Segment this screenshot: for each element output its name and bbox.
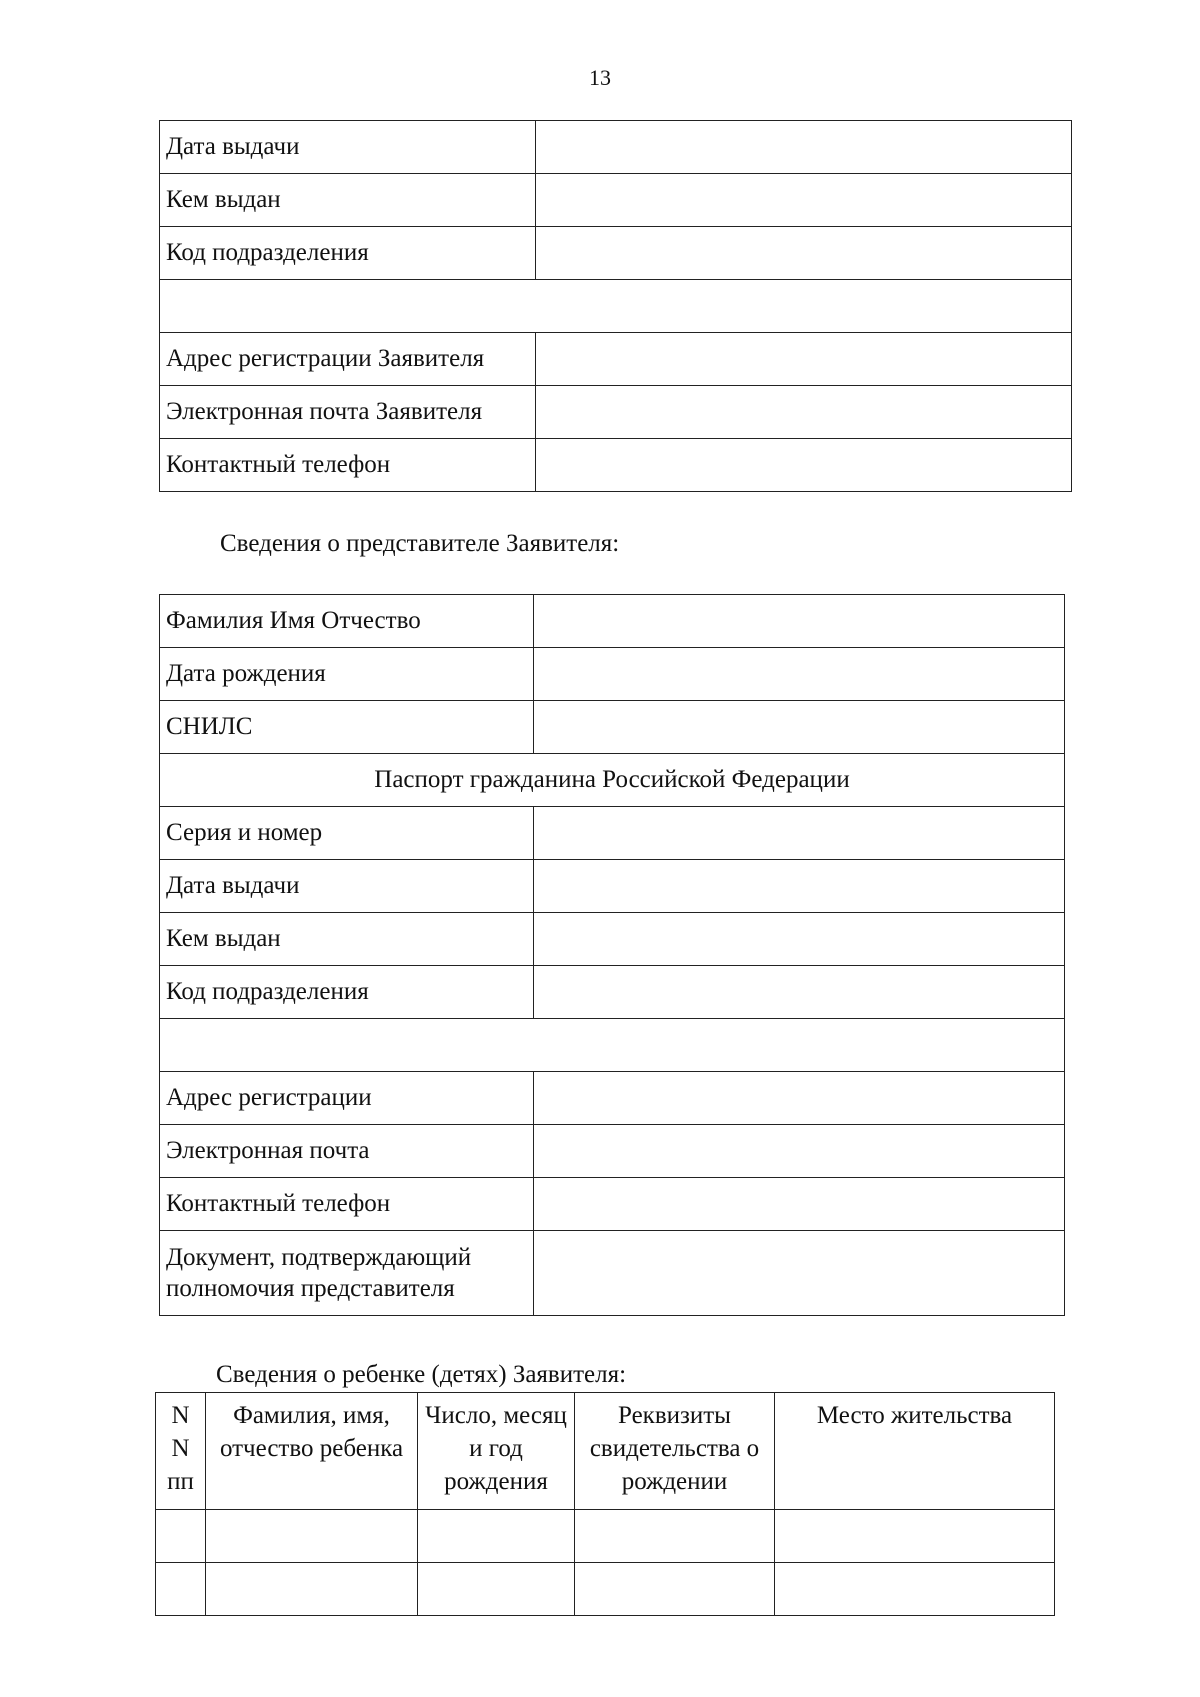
registration-address-field[interactable]: [534, 1072, 1065, 1125]
table-row: [160, 1231, 1065, 1316]
field-label: Серия и номер: [160, 807, 534, 860]
birth-certificate-cell[interactable]: [575, 1510, 775, 1563]
spacer-row: [160, 1019, 1065, 1072]
phone-field[interactable]: [534, 1178, 1065, 1231]
residence-cell[interactable]: [775, 1563, 1055, 1616]
birth-certificate-cell[interactable]: [575, 1563, 775, 1616]
registration-address-field[interactable]: [536, 333, 1072, 386]
children-heading: Сведения о ребенке (детях) Заявителя:: [216, 1361, 627, 1388]
child-name-cell[interactable]: [206, 1510, 418, 1563]
table-row: [160, 807, 1065, 860]
column-header-residence: Место жительства: [775, 1393, 1055, 1510]
table-row: [160, 174, 1072, 227]
phone-field[interactable]: [536, 439, 1072, 492]
table-row: [160, 1125, 1065, 1178]
row-number-cell[interactable]: [156, 1563, 206, 1616]
page-number: 13: [589, 65, 611, 90]
issued-by-field[interactable]: [536, 174, 1072, 227]
table-row: [160, 227, 1072, 280]
column-header-number: N N пп: [156, 1393, 206, 1510]
department-code-field[interactable]: [534, 966, 1065, 1019]
table-row: [160, 913, 1065, 966]
table-row: [156, 1510, 1055, 1563]
full-name-field[interactable]: [534, 595, 1065, 648]
field-label: Дата рождения: [160, 648, 534, 701]
passport-section-title: Паспорт гражданина Российской Федерации: [160, 754, 1065, 807]
spacer-cell: [160, 280, 1072, 333]
column-header-name: Фамилия, имя, отчество ребенка: [206, 1393, 418, 1510]
table-row: [160, 860, 1065, 913]
field-label: Электронная почта: [160, 1125, 534, 1178]
table-row: [160, 333, 1072, 386]
applicant-info-table: [159, 120, 1072, 492]
field-label: Дата выдачи: [160, 121, 536, 174]
residence-cell[interactable]: [775, 1510, 1055, 1563]
child-name-cell[interactable]: [206, 1563, 418, 1616]
passport-series-number-field[interactable]: [534, 807, 1065, 860]
table-row: [160, 595, 1065, 648]
field-label: Контактный телефон: [160, 439, 536, 492]
table-row: [160, 701, 1065, 754]
field-label: Адрес регистрации: [160, 1072, 534, 1125]
table-row: [160, 121, 1072, 174]
issued-by-field[interactable]: [534, 913, 1065, 966]
row-number-cell[interactable]: [156, 1510, 206, 1563]
field-label: Код подразделения: [160, 227, 536, 280]
field-label: Адрес регистрации Заявителя: [160, 333, 536, 386]
authority-document-field[interactable]: [534, 1231, 1065, 1316]
table-row: [160, 648, 1065, 701]
snils-field[interactable]: [534, 701, 1065, 754]
field-label: Дата выдачи: [160, 860, 534, 913]
issue-date-field[interactable]: [536, 121, 1072, 174]
email-field[interactable]: [534, 1125, 1065, 1178]
field-label: Кем выдан: [160, 913, 534, 966]
table-row: [156, 1563, 1055, 1616]
table-row: [160, 966, 1065, 1019]
spacer-cell: [160, 1019, 1065, 1072]
email-field[interactable]: [536, 386, 1072, 439]
field-label: Контактный телефон: [160, 1178, 534, 1231]
children-table: [155, 1392, 1055, 1616]
table-row: [160, 386, 1072, 439]
representative-heading: Сведения о представителе Заявителя:: [220, 530, 620, 557]
field-label: Документ, подтверждающий полномочия представителя: [160, 1231, 534, 1316]
column-header-birth-date: Число, месяц и год рождения: [418, 1393, 575, 1510]
field-label: СНИЛС: [160, 701, 534, 754]
issue-date-field[interactable]: [534, 860, 1065, 913]
field-label: Код подразделения: [160, 966, 534, 1019]
department-code-field[interactable]: [536, 227, 1072, 280]
birth-date-cell[interactable]: [418, 1510, 575, 1563]
field-label: Электронная почта Заявителя: [160, 386, 536, 439]
section-row: [160, 754, 1065, 807]
birth-date-cell[interactable]: [418, 1563, 575, 1616]
field-label: Кем выдан: [160, 174, 536, 227]
field-label: Фамилия Имя Отчество: [160, 595, 534, 648]
table-row: [160, 439, 1072, 492]
table-row: [160, 1072, 1065, 1125]
representative-info-table: [159, 594, 1065, 1316]
birth-date-field[interactable]: [534, 648, 1065, 701]
column-header-birth-certificate: Реквизиты свидетельства о рождении: [575, 1393, 775, 1510]
table-row: [160, 1178, 1065, 1231]
spacer-row: [160, 280, 1072, 333]
table-header-row: [156, 1393, 1055, 1510]
